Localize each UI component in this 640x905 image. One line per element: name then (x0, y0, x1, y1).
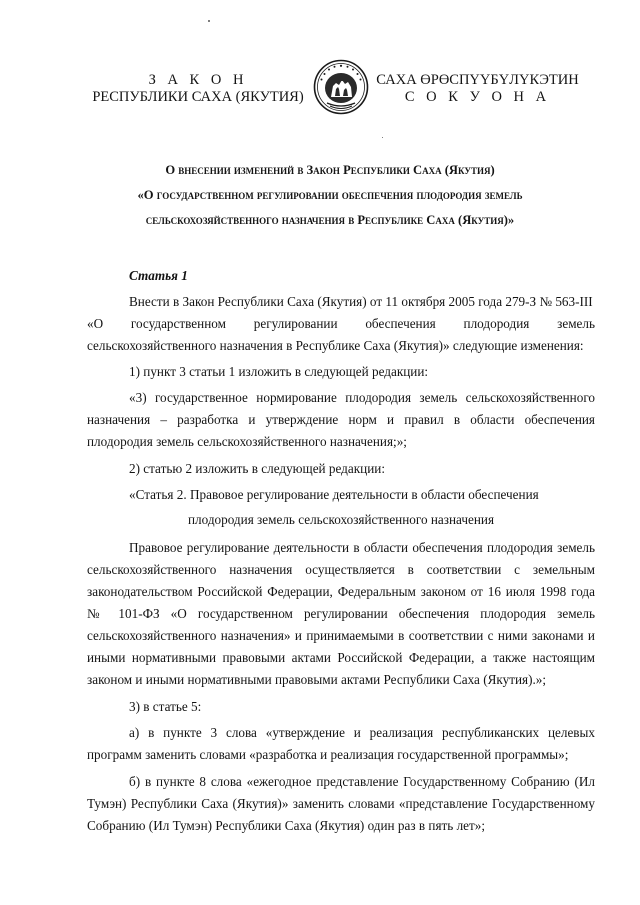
law-label: З А К О Н (148, 72, 248, 88)
title-line: сельскохозяйственного назначения в Республике Саха (Якутия)» (145, 213, 515, 227)
paragraph-line-justified (87, 313, 595, 334)
header-left (78, 72, 318, 106)
republic-label: РЕСПУБЛИКИ САХА (ЯКУТИЯ) (92, 89, 304, 105)
list-item: 2) статью 2 изложить в следующей редакции: (129, 461, 385, 476)
paragraph: Внести в Закон Республики Саха (Якутия) от 11 октября 2005 года 279-З № 563-III (129, 294, 593, 309)
list-item: 1) пункт 3 статьи 1 изложить в следующей редакции: (129, 364, 429, 379)
document-body (87, 265, 595, 837)
republic-label-sakha: САХА ӨРӨСПҮҮБҮЛҮКЭТИН (376, 72, 579, 88)
list-item: 3) в статье 5: (129, 699, 202, 714)
document-title (70, 158, 590, 233)
quoted-text: «3) государственное нормирование плодородия земель сельскохозяйственного назначения – разработка и утверждение норм и правил в области обеспечения плодородия земель сельскохозяйственного назначения;»; (87, 390, 595, 449)
law-label-sakha: С О К У О Н А (404, 89, 551, 105)
quoted-text: Правовое регулирование деятельности в области обеспечения плодородия земель сельскохозяйственного назначения осуществляется в соответствии с земельным законодательством Российской Федерации, Федеральным законом от 16 июля 1998 года № 101-ФЗ «О государственном регулировании обеспечения плодородия земель сельскохозяйственного назначения» и принимаемыми в соответствии с ними законами и иными нормативными правовыми актами Российской Федерации, а также настоящим законом и иными нормативными правовыми актами Республики Саха (Якутия).»; (87, 540, 595, 687)
scan-speck (382, 137, 383, 138)
article-quote-heading: «Статья 2. Правовое регулирование деятельности в области обеспечения (129, 487, 539, 502)
article-quote-heading: плодородия земель сельскохозяйственного назначения (187, 512, 495, 527)
word: земель (557, 316, 595, 331)
word: обеспечения (365, 316, 436, 331)
sub-item: а) в пункте 3 слова «утверждение и реализация республиканских целевых программ заменить словами «разработка и реализация государственной программы»; (87, 725, 595, 762)
article-heading: Статья 1 (129, 268, 188, 283)
header-right (360, 72, 595, 106)
title-line: О внесении изменений в Закон Республики Саха (Якутия) (165, 163, 495, 177)
sub-item: б) в пункте 8 слова «ежегодное представление Государственному Собранию (Ил Тумэн) Республики Саха (Якутия)» заменить словами «представление Государственному Собранию (Ил Тумэн) Республики Саха (Якутия) один раз в пять лет»; (87, 774, 595, 833)
word: «О (87, 316, 104, 331)
scan-speck (208, 20, 210, 22)
word: плодородия (463, 316, 530, 331)
paragraph-line: сельскохозяйственного назначения в Республике Саха (Якутия)» следующие изменения: (87, 338, 584, 353)
word: государственном (130, 316, 226, 331)
word: регулировании (253, 316, 338, 331)
title-line: «О государственном регулировании обеспечения плодородия земель (137, 188, 523, 202)
